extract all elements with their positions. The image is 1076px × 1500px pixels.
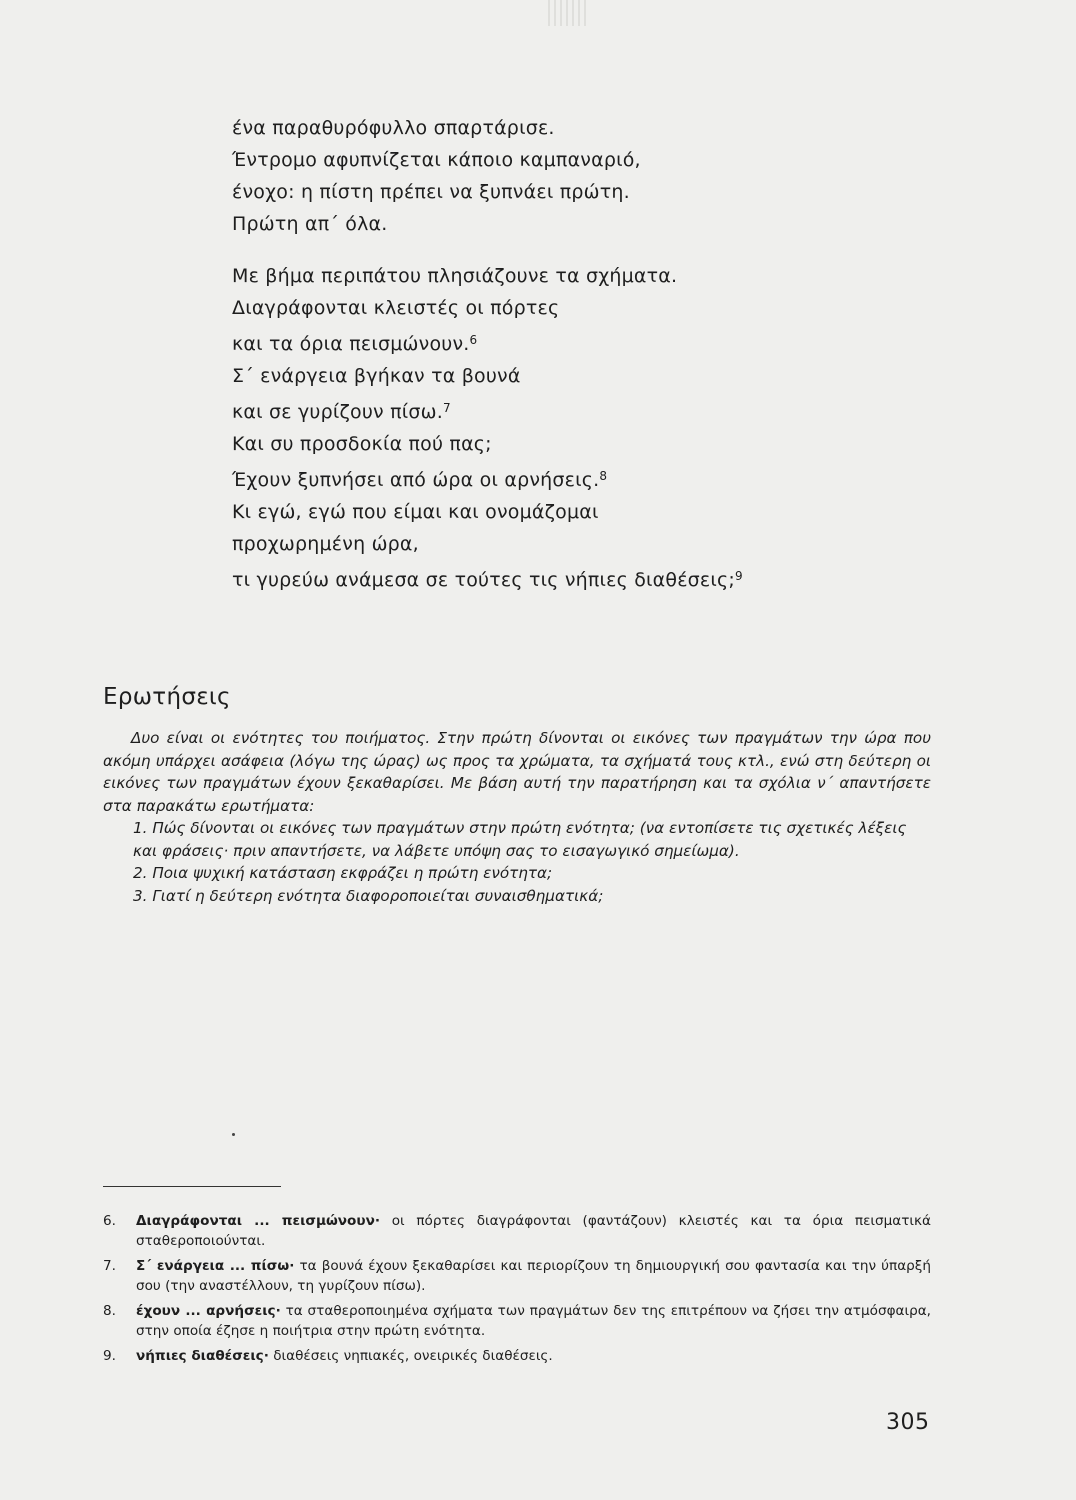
footnote-text: οι πόρτες διαγράφονται (φαντάζουν) κλειστές και τα όρια πεισματικά σταθεροποιούνται.	[136, 1213, 931, 1249]
footnotes	[103, 1212, 931, 1373]
footnote-number: 7.	[103, 1258, 116, 1274]
poem-line: και σε γυρίζουν πίσω.$^7$	[232, 401, 451, 423]
poem-line: ένα παραθυρόφυλλο σπαρτάρισε.	[232, 117, 555, 139]
footnote-term: Σ΄ ενάργεια ... πίσω·	[136, 1258, 295, 1274]
question-item: 2. Ποια ψυχική κατάσταση εκφράζει η πρώτη ενότητα;	[133, 864, 553, 882]
question-item: 1. Πώς δίνονται οι εικόνες των πραγμάτων στην πρώτη ενότητα; (να εντοπίσετε τις σχετικές λέξεις και φράσεις· πριν απαντήσετε, να λάβετε υπόψη σας το εισαγωγικό σημείωμα).	[133, 819, 907, 860]
question-item: 3. Γιατί η δεύτερη ενότητα διαφοροποιείται συναισθηματικά;	[133, 886, 604, 905]
footnote-term: Διαγράφονται ... πεισμώνουν·	[136, 1213, 380, 1229]
poem-line: Με βήμα περιπάτου πλησιάζουνε τα σχήματα.	[232, 265, 678, 287]
footnote-text: τα βουνά έχουν ξεκαθαρίσει και περιορίζουν τη δημιουργική σου φαντασία και την ύπαρξή σου (την αναστέλλουν, τη γυρίζουν πίσω).	[136, 1258, 931, 1294]
questions-section	[103, 727, 931, 907]
footnote	[103, 1257, 931, 1296]
poem-line: Και συ προσδοκία πού πας;	[232, 433, 492, 455]
poem-line: Έντρομο αφυπνίζεται κάποιο καμπαναριό,	[232, 149, 641, 171]
footnote	[103, 1212, 931, 1251]
poem	[232, 112, 852, 596]
scan-artifact	[548, 0, 588, 26]
footnote-number: 6.	[103, 1213, 116, 1229]
poem-line: Διαγράφονται κλειστές οι πόρτες	[232, 297, 560, 319]
poem-line: προχωρημένη ώρα,	[232, 533, 419, 555]
poem-line: και τα όρια πεισμώνουν.$^6$	[232, 333, 478, 355]
questions-intro: Δυο είναι οι ενότητες του ποιήματος. Στην πρώτη δίνονται οι εικόνες των πραγμάτων την ώρα που ακόμη υπάρχει ασάφεια (λόγω της ώρας) ως προς τα χρώματα, τα σχήματά τους κτλ., ενώ στη δεύτερη οι εικόνες των πραγμάτων έχουν ξεκαθαρίσει. Με βάση αυτή την παρατήρηση και τα σχόλια ν΄ απαντήσετε στα παρακάτω ερωτήματα:	[103, 729, 931, 815]
footnote	[103, 1302, 931, 1341]
stray-mark	[232, 1133, 235, 1136]
footnote-ref[interactable]: 7	[442, 401, 451, 415]
footnote-divider	[103, 1186, 281, 1187]
footnote-text: τα σταθεροποιημένα σχήματα των πραγμάτων δεν της επιτρέπουν να ζήσει την ατμόσφαιρα, στην οποία έζησε η ποιήτρια στην πρώτη ενότητα.	[136, 1303, 932, 1339]
footnote-ref[interactable]: 9	[734, 569, 743, 583]
footnote-ref[interactable]: 6	[469, 333, 478, 347]
poem-line: Κι εγώ, εγώ που είμαι και ονομάζομαι	[232, 501, 599, 523]
questions-heading: Ερωτήσεις	[103, 684, 231, 710]
poem-line: Πρώτη απ΄ όλα.	[232, 213, 388, 235]
poem-line: τι γυρεύω ανάμεσα σε τούτες τις νήπιες διαθέσεις;$^9$	[232, 569, 743, 591]
footnote-number: 8.	[103, 1303, 116, 1319]
poem-line: Έχουν ξυπνήσει από ώρα οι αρνήσεις.$^8$	[232, 469, 608, 491]
page-number: 305	[886, 1410, 930, 1435]
footnote	[103, 1347, 931, 1367]
footnote-text: διαθέσεις νηπιακές, ονειρικές διαθέσεις.	[268, 1348, 553, 1364]
footnote-number: 9.	[103, 1348, 116, 1364]
poem-line: Σ΄ ενάργεια βγήκαν τα βουνά	[232, 365, 521, 387]
footnote-term: νήπιες διαθέσεις·	[136, 1348, 269, 1364]
footnote-ref[interactable]: 8	[599, 469, 608, 483]
footnote-term: έχουν ... αρνήσεις·	[136, 1303, 281, 1319]
poem-line: ένοχο: η πίστη πρέπει να ξυπνάει πρώτη.	[232, 181, 630, 203]
